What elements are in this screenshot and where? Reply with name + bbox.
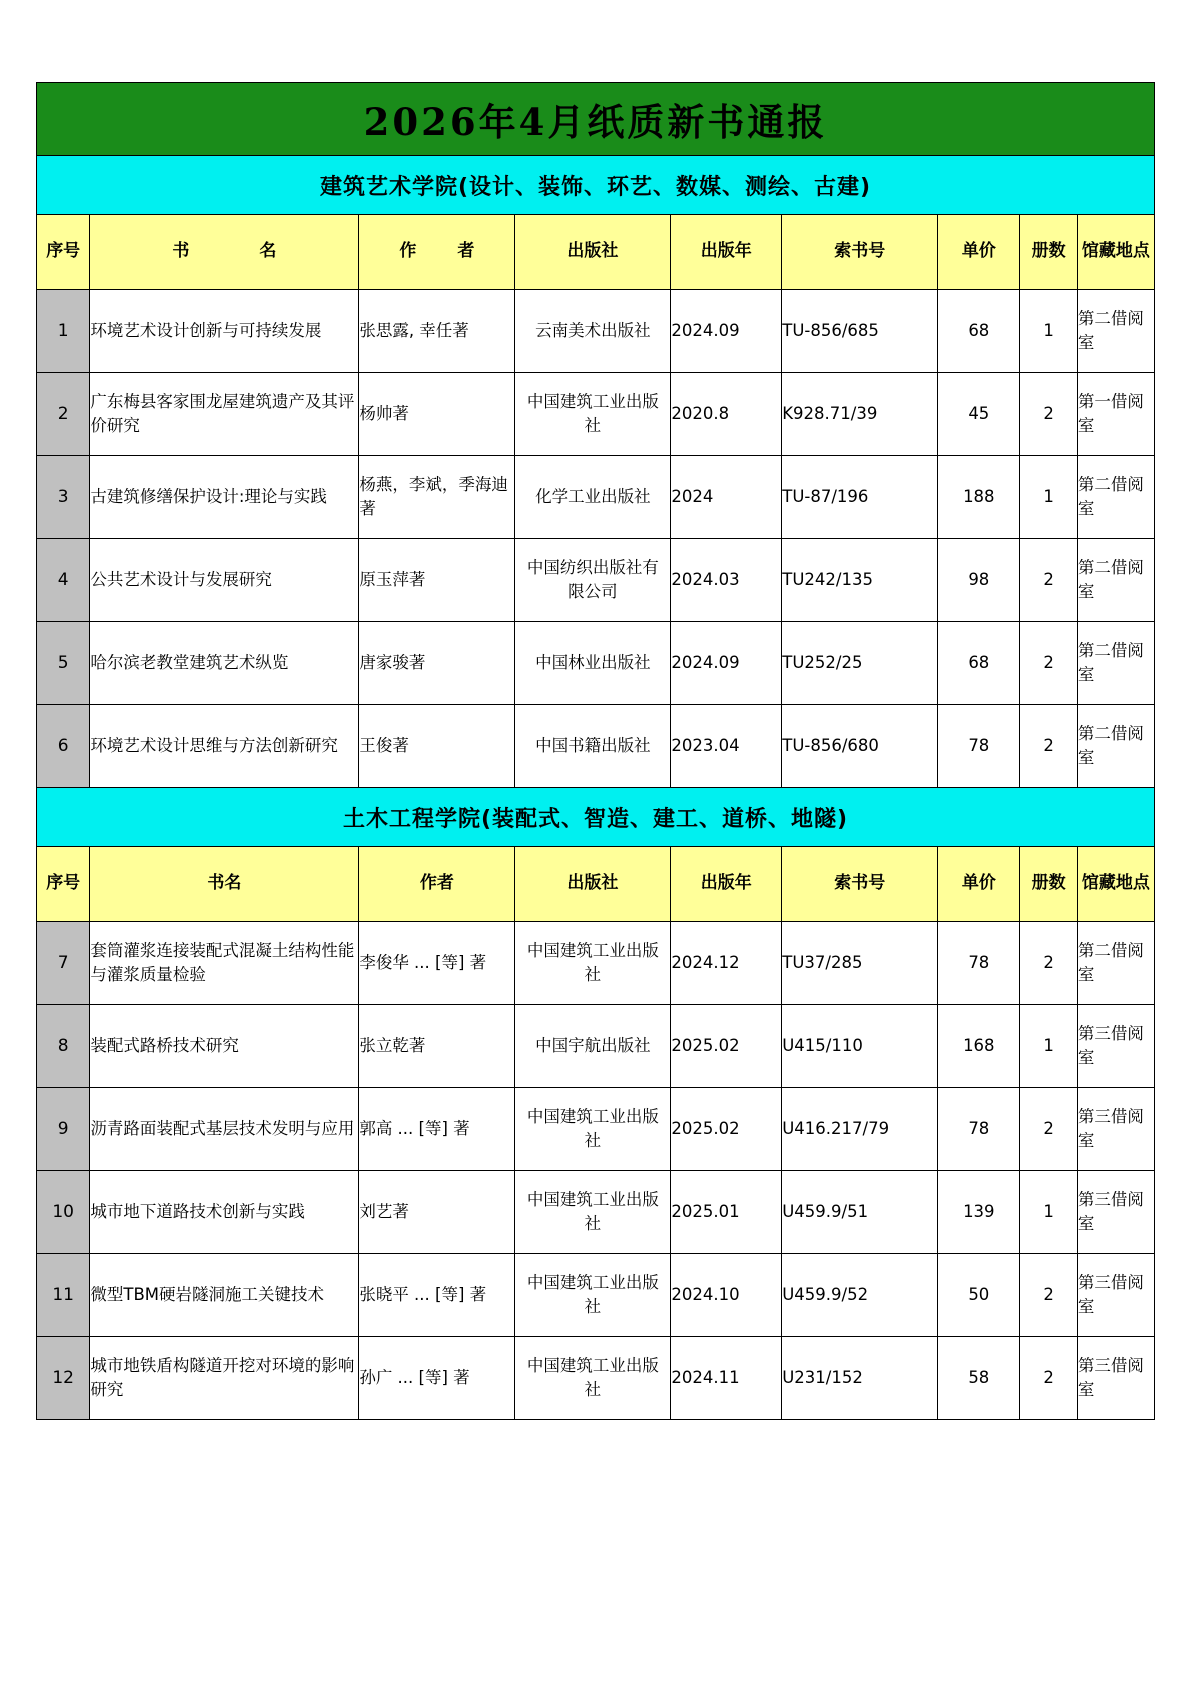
book-author: 杨帅著 [359, 373, 515, 456]
row-index: 12 [37, 1337, 90, 1420]
title-row [37, 83, 1155, 156]
book-copies: 2 [1020, 705, 1077, 788]
book-title: 环境艺术设计思维与方法创新研究 [90, 705, 359, 788]
book-location: 第二借阅室 [1077, 290, 1154, 373]
table-header-row-1 [37, 215, 1155, 290]
book-title: 哈尔滨老教堂建筑艺术纵览 [90, 622, 359, 705]
book-author: 张晓平 ... [等] 著 [359, 1254, 515, 1337]
book-title: 公共艺术设计与发展研究 [90, 539, 359, 622]
book-callno: TU242/135 [782, 539, 938, 622]
book-author: 张立乾著 [359, 1005, 515, 1088]
row-index: 5 [37, 622, 90, 705]
row-index: 3 [37, 456, 90, 539]
book-publisher: 中国林业出版社 [515, 622, 671, 705]
section-heading-civil-engineering: 土木工程学院(装配式、智造、建工、道桥、地隧) [37, 788, 1155, 847]
book-price: 78 [938, 1088, 1020, 1171]
row-index: 11 [37, 1254, 90, 1337]
book-copies: 2 [1020, 1088, 1077, 1171]
new-books-table [36, 82, 1155, 1420]
book-year: 2025.02 [671, 1088, 782, 1171]
table-row [37, 1171, 1155, 1254]
column-header-callno: 索书号 [782, 847, 938, 922]
table-row [37, 922, 1155, 1005]
book-price: 98 [938, 539, 1020, 622]
row-index: 2 [37, 373, 90, 456]
table-row [37, 290, 1155, 373]
book-year: 2020.8 [671, 373, 782, 456]
book-callno: U459.9/52 [782, 1254, 938, 1337]
column-header-location: 馆藏地点 [1077, 215, 1154, 290]
section-heading-row [37, 788, 1155, 847]
column-header-year: 出版年 [671, 847, 782, 922]
book-location: 第二借阅室 [1077, 705, 1154, 788]
book-callno: U416.217/79 [782, 1088, 938, 1171]
column-header-title: 书 名 [90, 215, 359, 290]
book-price: 78 [938, 922, 1020, 1005]
book-year: 2024.09 [671, 622, 782, 705]
section-heading-architecture: 建筑艺术学院(设计、装饰、环艺、数媒、测绘、古建) [37, 156, 1155, 215]
book-callno: K928.71/39 [782, 373, 938, 456]
book-price: 50 [938, 1254, 1020, 1337]
book-year: 2024.09 [671, 290, 782, 373]
book-location: 第二借阅室 [1077, 922, 1154, 1005]
book-price: 188 [938, 456, 1020, 539]
book-title: 装配式路桥技术研究 [90, 1005, 359, 1088]
row-index: 4 [37, 539, 90, 622]
column-header-index: 序号 [37, 215, 90, 290]
row-index: 6 [37, 705, 90, 788]
book-location: 第一借阅室 [1077, 373, 1154, 456]
book-copies: 2 [1020, 539, 1077, 622]
column-header-price: 单价 [938, 215, 1020, 290]
row-index: 9 [37, 1088, 90, 1171]
book-title: 城市地铁盾构隧道开挖对环境的影响研究 [90, 1337, 359, 1420]
book-title: 广东梅县客家围龙屋建筑遗产及其评价研究 [90, 373, 359, 456]
table-row [37, 1254, 1155, 1337]
book-year: 2025.01 [671, 1171, 782, 1254]
row-index: 1 [37, 290, 90, 373]
column-header-index: 序号 [37, 847, 90, 922]
book-title: 环境艺术设计创新与可持续发展 [90, 290, 359, 373]
book-callno: TU37/285 [782, 922, 938, 1005]
book-price: 168 [938, 1005, 1020, 1088]
book-author: 杨燕，李斌，季海迪著 [359, 456, 515, 539]
book-location: 第三借阅室 [1077, 1337, 1154, 1420]
table-row [37, 622, 1155, 705]
book-year: 2025.02 [671, 1005, 782, 1088]
book-copies: 1 [1020, 456, 1077, 539]
book-copies: 2 [1020, 622, 1077, 705]
book-year: 2024.03 [671, 539, 782, 622]
column-header-price: 单价 [938, 847, 1020, 922]
book-copies: 1 [1020, 1005, 1077, 1088]
book-location: 第三借阅室 [1077, 1088, 1154, 1171]
book-title: 套筒灌浆连接装配式混凝土结构性能与灌浆质量检验 [90, 922, 359, 1005]
book-location: 第二借阅室 [1077, 622, 1154, 705]
book-price: 45 [938, 373, 1020, 456]
book-title: 城市地下道路技术创新与实践 [90, 1171, 359, 1254]
book-location: 第二借阅室 [1077, 456, 1154, 539]
book-callno: U231/152 [782, 1337, 938, 1420]
book-copies: 2 [1020, 1337, 1077, 1420]
book-year: 2024 [671, 456, 782, 539]
book-publisher: 中国建筑工业出版社 [515, 1254, 671, 1337]
book-title: 沥青路面装配式基层技术发明与应用 [90, 1088, 359, 1171]
book-callno: TU-87/196 [782, 456, 938, 539]
section-heading-row [37, 156, 1155, 215]
book-location: 第三借阅室 [1077, 1171, 1154, 1254]
book-price: 68 [938, 290, 1020, 373]
column-header-publisher: 出版社 [515, 215, 671, 290]
book-copies: 2 [1020, 373, 1077, 456]
book-publisher: 中国建筑工业出版社 [515, 1337, 671, 1420]
column-header-year: 出版年 [671, 215, 782, 290]
book-author: 刘艺著 [359, 1171, 515, 1254]
book-price: 139 [938, 1171, 1020, 1254]
book-author: 李俊华 ... [等] 著 [359, 922, 515, 1005]
book-year: 2024.10 [671, 1254, 782, 1337]
book-copies: 1 [1020, 1171, 1077, 1254]
table-row [37, 1005, 1155, 1088]
book-publisher: 中国建筑工业出版社 [515, 922, 671, 1005]
table-row [37, 705, 1155, 788]
table-row [37, 539, 1155, 622]
book-year: 2023.04 [671, 705, 782, 788]
book-publisher: 中国纺织出版社有限公司 [515, 539, 671, 622]
book-callno: TU-856/680 [782, 705, 938, 788]
book-callno: U459.9/51 [782, 1171, 938, 1254]
column-header-author: 作者 [359, 847, 515, 922]
book-copies: 2 [1020, 922, 1077, 1005]
book-price: 58 [938, 1337, 1020, 1420]
book-author: 郭高 ... [等] 著 [359, 1088, 515, 1171]
table-row [37, 373, 1155, 456]
column-header-copies: 册数 [1020, 215, 1077, 290]
book-author: 孙广 ... [等] 著 [359, 1337, 515, 1420]
row-index: 10 [37, 1171, 90, 1254]
book-callno: TU252/25 [782, 622, 938, 705]
book-location: 第二借阅室 [1077, 539, 1154, 622]
book-year: 2024.12 [671, 922, 782, 1005]
book-copies: 1 [1020, 290, 1077, 373]
book-year: 2024.11 [671, 1337, 782, 1420]
book-copies: 2 [1020, 1254, 1077, 1337]
book-publisher: 云南美术出版社 [515, 290, 671, 373]
book-publisher: 化学工业出版社 [515, 456, 671, 539]
book-author: 原玉萍著 [359, 539, 515, 622]
book-publisher: 中国建筑工业出版社 [515, 1088, 671, 1171]
book-title: 微型TBM硬岩隧洞施工关键技术 [90, 1254, 359, 1337]
book-publisher: 中国书籍出版社 [515, 705, 671, 788]
table-header-row-2 [37, 847, 1155, 922]
book-price: 78 [938, 705, 1020, 788]
book-publisher: 中国建筑工业出版社 [515, 1171, 671, 1254]
column-header-title: 书名 [90, 847, 359, 922]
table-row [37, 456, 1155, 539]
row-index: 7 [37, 922, 90, 1005]
book-title: 古建筑修缮保护设计:理论与实践 [90, 456, 359, 539]
book-price: 68 [938, 622, 1020, 705]
book-callno: U415/110 [782, 1005, 938, 1088]
book-publisher: 中国宇航出版社 [515, 1005, 671, 1088]
book-author: 唐家骏著 [359, 622, 515, 705]
row-index: 8 [37, 1005, 90, 1088]
table-row [37, 1337, 1155, 1420]
column-header-copies: 册数 [1020, 847, 1077, 922]
column-header-author: 作 者 [359, 215, 515, 290]
book-author: 张思露, 幸任著 [359, 290, 515, 373]
book-callno: TU-856/685 [782, 290, 938, 373]
column-header-publisher: 出版社 [515, 847, 671, 922]
book-author: 王俊著 [359, 705, 515, 788]
column-header-callno: 索书号 [782, 215, 938, 290]
page-title: 2026年4月纸质新书通报 [37, 83, 1155, 156]
column-header-location: 馆藏地点 [1077, 847, 1154, 922]
table-row [37, 1088, 1155, 1171]
book-location: 第三借阅室 [1077, 1005, 1154, 1088]
book-publisher: 中国建筑工业出版社 [515, 373, 671, 456]
book-location: 第三借阅室 [1077, 1254, 1154, 1337]
